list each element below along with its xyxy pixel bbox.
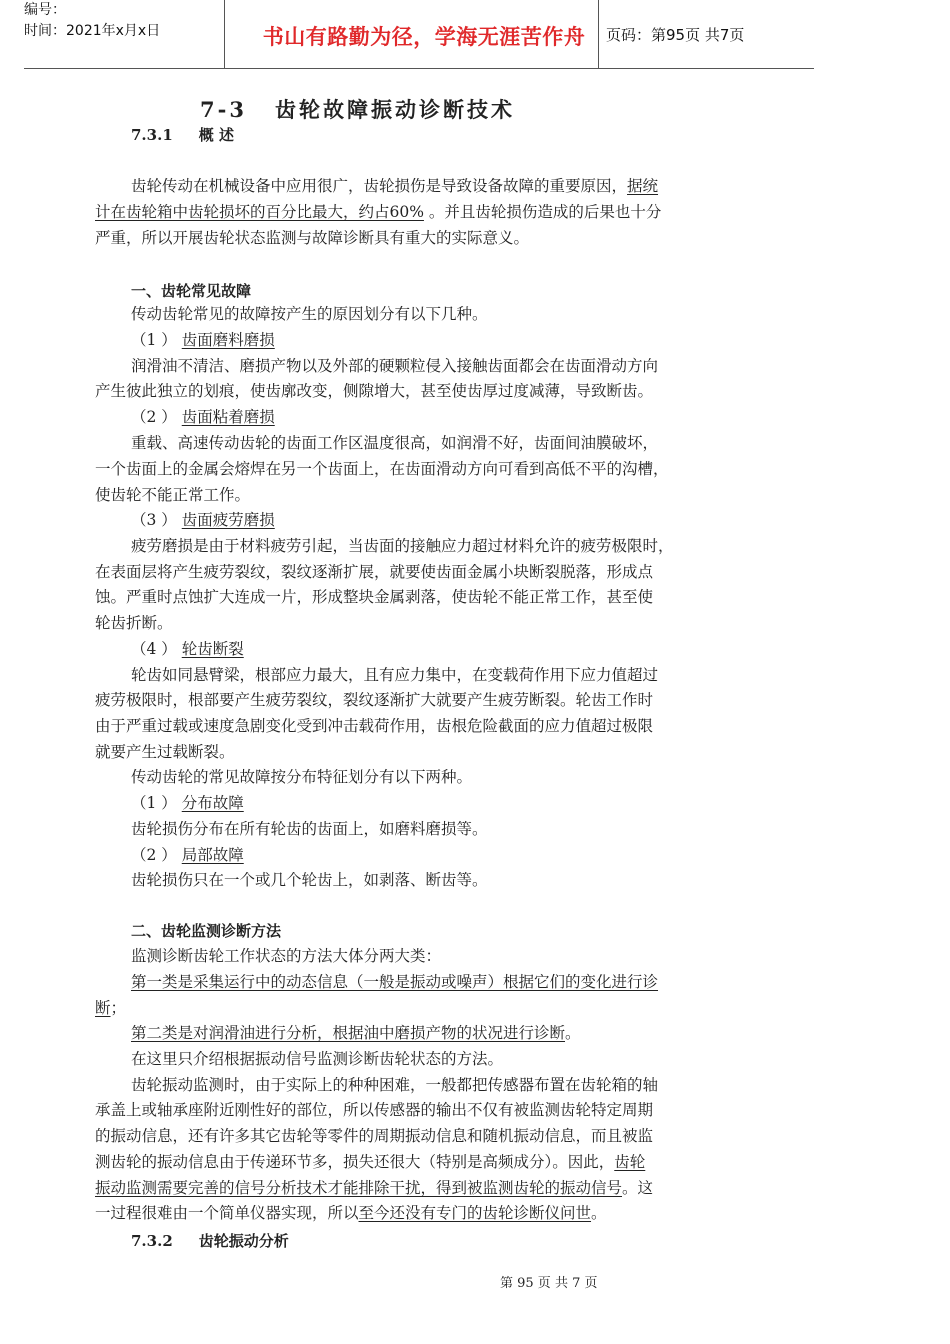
fault-item-3: （3 ） 齿面疲劳磨损 bbox=[131, 511, 275, 529]
paragraph-line: 重载、高速传动齿轮的齿面工作区温度很高，如润滑不好，齿面间油膜破坏， bbox=[131, 434, 659, 452]
header-meta bbox=[24, 0, 224, 68]
number-label: 编号： bbox=[24, 2, 66, 18]
header-motto: 书山有路勤为径，学海无涯苦作舟 bbox=[262, 25, 586, 49]
paragraph-line: 传动齿轮的常见故障按分布特征划分有以下两种。 bbox=[131, 768, 473, 786]
section-title: 齿轮振动分析 bbox=[198, 1232, 289, 1250]
paragraph-line: 疲劳磨损是由于材料疲劳引起，当齿面的接触应力超过材料允许的疲劳极限时， bbox=[131, 537, 674, 555]
paragraph-line: 使齿轮不能正常工作。 bbox=[95, 486, 251, 504]
section-number: 7.3.1 bbox=[131, 126, 173, 144]
paragraph-line: 传动齿轮常见的故障按产生的原因划分有以下几种。 bbox=[131, 305, 488, 323]
intro-line: 计在齿轮箱中齿轮损坏的百分比最大，约占60% 。并且齿轮损伤造成的后果也十分 bbox=[95, 203, 662, 221]
section-heading-7-3-2 bbox=[131, 1230, 289, 1251]
section-heading-7-3-1 bbox=[131, 124, 234, 145]
method-line: 断； bbox=[95, 999, 127, 1017]
paragraph-line: 由于严重过载或速度急剧变化受到冲击载荷作用，齿根危险截面的应力值超过极限 bbox=[95, 717, 654, 735]
title-text: 齿轮故障振动诊断技术 bbox=[274, 97, 515, 122]
page-header bbox=[24, 0, 814, 69]
method-line: 第一类是采集运行中的动态信息（一般是振动或噪声）根据它们的变化进行诊 bbox=[131, 973, 659, 991]
paragraph-line: 一个齿面上的金属会熔焊在另一个齿面上，在齿面滑动方向可看到高低不平的沟槽， bbox=[95, 460, 669, 478]
page-footer: 第 95 页 共 7 页 bbox=[500, 1276, 598, 1291]
paragraph-line: 承盖上或轴承座附近刚性好的部位，所以传感器的输出不仅有被监测齿轮特定周期 bbox=[95, 1101, 654, 1119]
fault-item-4: （4 ） 轮齿断裂 bbox=[131, 640, 244, 658]
paragraph-line: 振动监测需要完善的信号分析技术才能排除干扰，得到被监测齿轮的振动信号。这 bbox=[95, 1179, 654, 1197]
paragraph-line: 轮齿折断。 bbox=[95, 614, 173, 632]
intro-line: 严重，所以开展齿轮状态监测与故障诊断具有重大的实际意义。 bbox=[95, 229, 530, 247]
paragraph-line: 测齿轮的振动信息由于传递环节多，损失还很大（特别是高频成分）。因此，齿轮 bbox=[95, 1153, 646, 1171]
heading-common-faults: 一、齿轮常见故障 bbox=[131, 282, 252, 300]
header-page-code: 页码：第95页 共7页 bbox=[606, 26, 745, 44]
paragraph-line: 产生彼此独立的划痕，使齿廓改变，侧隙增大，甚至使齿厚过度减薄，导致断齿。 bbox=[95, 382, 654, 400]
section-title: 概 述 bbox=[198, 126, 234, 144]
title-number: 7-3 bbox=[200, 97, 247, 122]
paragraph-line: 的振动信息，还有许多其它齿轮等零件的周期振动信息和随机振动信息，而且被监 bbox=[95, 1127, 654, 1145]
header-divider bbox=[224, 0, 225, 68]
paragraph-line: 蚀。严重时点蚀扩大连成一片，形成整块金属剥落，使齿轮不能正常工作，甚至使 bbox=[95, 588, 654, 606]
paragraph-line: 润滑油不清洁、磨损产物以及外部的硬颗粒侵入接触齿面都会在齿面滑动方向 bbox=[131, 357, 659, 375]
paragraph-line: 齿轮损伤只在一个或几个轮齿上，如剥落、断齿等。 bbox=[131, 871, 488, 889]
paragraph-line: 在这里只介绍根据振动信号监测诊断齿轮状态的方法。 bbox=[131, 1050, 504, 1068]
section-number: 7.3.2 bbox=[131, 1232, 173, 1250]
paragraph-line: 轮齿如同悬臂梁，根部应力最大，且有应力集中，在变载荷作用下应力值超过 bbox=[131, 666, 659, 684]
header-divider bbox=[598, 0, 599, 68]
paragraph-line: 齿轮振动监测时，由于实际上的种种困难，一般都把传感器布置在齿轮箱的轴 bbox=[131, 1076, 659, 1094]
paragraph-line: 就要产生过载断裂。 bbox=[95, 743, 235, 761]
paragraph-line: 疲劳极限时，根部要产生疲劳裂纹，裂纹逐渐扩大就要产生疲劳断裂。轮齿工作时 bbox=[95, 691, 654, 709]
fault-item-2: （2 ） 齿面粘着磨损 bbox=[131, 408, 275, 426]
paragraph-line: 在表面层将产生疲劳裂纹，裂纹逐渐扩展，就要使齿面金属小块断裂脱落，形成点 bbox=[95, 563, 654, 581]
distribution-item-1: （1 ） 分布故障 bbox=[131, 794, 244, 812]
paragraph-line: 齿轮损伤分布在所有轮齿的齿面上，如磨料磨损等。 bbox=[131, 820, 488, 838]
method-line: 第二类是对润滑油进行分析，根据油中磨损产物的状况进行诊断。 bbox=[131, 1024, 581, 1042]
distribution-item-2: （2 ） 局部故障 bbox=[131, 846, 244, 864]
paragraph-line: 监测诊断齿轮工作状态的方法大体分两大类： bbox=[131, 947, 442, 965]
heading-monitoring-methods: 二、齿轮监测诊断方法 bbox=[131, 922, 282, 940]
paragraph-line: 一过程很难由一个简单仪器实现，所以至今还没有专门的齿轮诊断仪问世。 bbox=[95, 1204, 607, 1222]
date-label: 时间：2021年x月x日 bbox=[24, 23, 161, 39]
intro-line: 齿轮传动在机械设备中应用很广，齿轮损伤是导致设备故障的重要原因，据统 bbox=[131, 177, 659, 195]
page-title bbox=[200, 94, 515, 124]
fault-item-1: （1 ） 齿面磨料磨损 bbox=[131, 331, 275, 349]
